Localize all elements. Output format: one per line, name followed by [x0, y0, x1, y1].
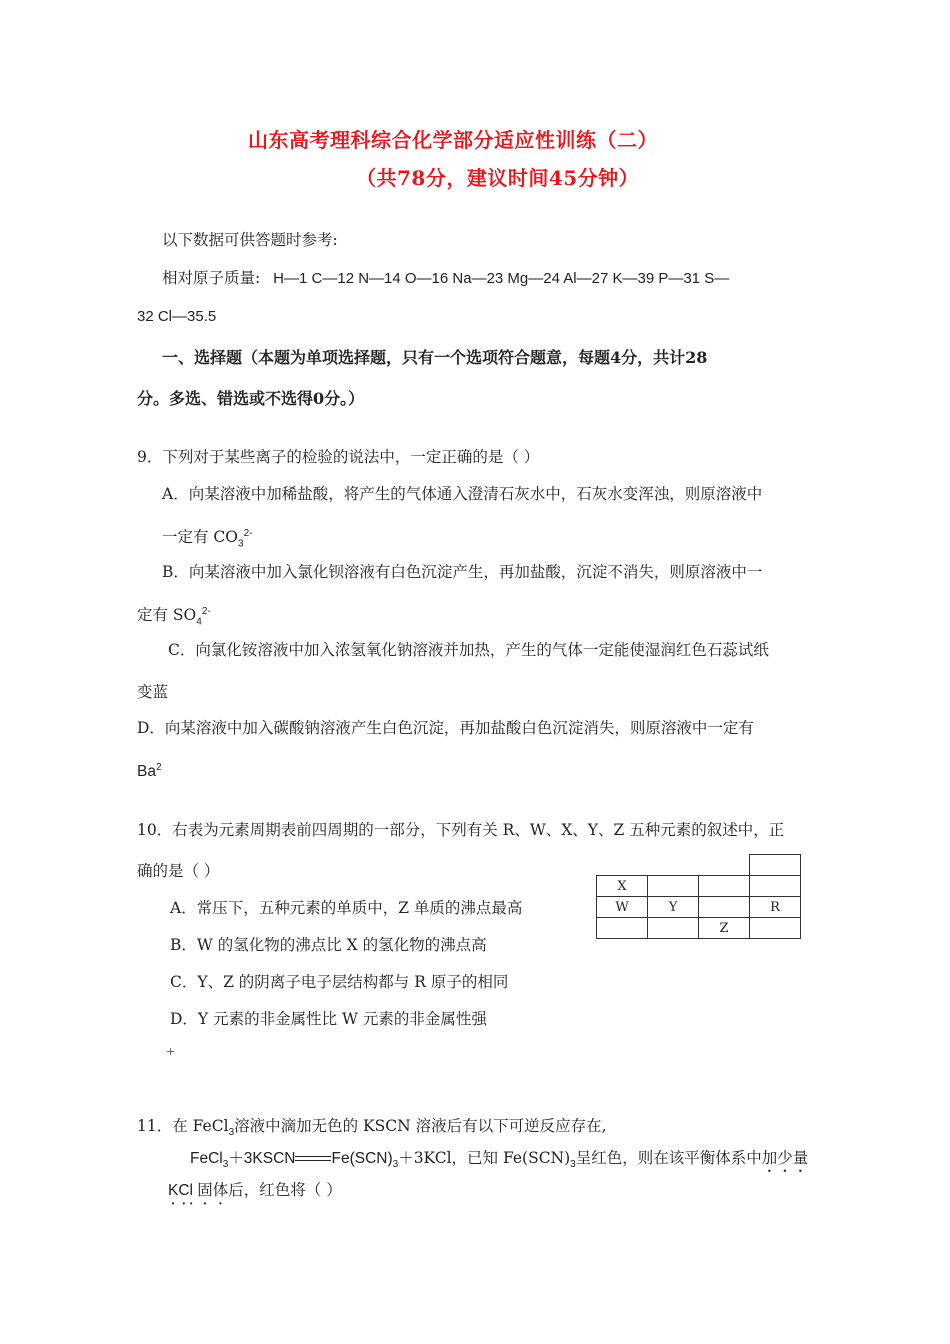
q10-option-c: C．Y、Z 的阴离子电子层结构都与 R 原子的相同: [170, 973, 509, 991]
table-cell-x: X: [597, 876, 648, 897]
table-cell: [597, 855, 648, 876]
q11-line3-rest: 后，红色将（ ）: [228, 1181, 342, 1199]
table-row: [597, 876, 801, 897]
q11-eq-tail: 呈红色，则在该平衡体系中: [575, 1149, 762, 1167]
q11-stem-subscript: 3: [228, 1127, 235, 1139]
q9-option-d-line1: D．向某溶液中加入碳酸钠溶液产生白色沉淀，再加盐酸白色沉淀消失，则原溶液中一定有: [137, 719, 754, 737]
table-cell: [699, 897, 750, 918]
q11-eq-sub3: 3: [570, 1159, 576, 1171]
q9-option-b-text: 定有 SO: [137, 606, 197, 625]
reference-intro: 以下数据可供答题时参考:: [162, 231, 338, 249]
table-cell: [699, 876, 750, 897]
q10-stem-line2: 确的是（ ）: [137, 862, 220, 880]
q9-option-b-line1: B．向某溶液中加入氯化钡溶液有白色沉淀产生，再加盐酸，沉淀不消失，则原溶液中一: [162, 563, 763, 581]
q11-line3: [168, 1180, 342, 1208]
q10-stem-line1: 10．右表为元素周期表前四周期的一部分，下列有关 R、W、X、Y、Z 五种元素的叙述中，正: [137, 821, 785, 839]
table-cell: [750, 918, 801, 939]
table-cell-z: Z: [699, 918, 750, 939]
atomic-mass-values: H—1 C—12 N—14 O—16 Na—23 Mg—24 Al—27 K—39 P—31 S—: [273, 270, 730, 287]
page-subtitle: （共78分，建议时间45分钟）: [356, 166, 640, 190]
table-cell: [648, 855, 699, 876]
q9-option-a-superscript: 2-: [243, 528, 253, 539]
q9-option-d-superscript: 2: [155, 762, 162, 773]
atomic-mass-line2: 32 Cl—35.5: [137, 308, 217, 325]
q11-line3-emphasis: KCl 固体: [168, 1182, 229, 1199]
q10-option-b: B．W 的氢化物的沸点比 X 的氢化物的沸点高: [170, 936, 487, 954]
q9-option-c-line2: 变蓝: [137, 683, 169, 701]
q11-stem-text: 11．在 FeCl: [137, 1117, 229, 1135]
table-row: [597, 855, 801, 876]
stray-mark: +: [166, 1045, 176, 1058]
q9-option-a-line1: A．向某溶液中加稀盐酸，将产生的气体通入澄清石灰水中，石灰水变浑浊，则原溶液中: [162, 485, 763, 503]
q11-stem-text-rest: 溶液中滴加无色的 KSCN 溶液后有以下可逆反应存在,: [234, 1117, 607, 1135]
q11-eq-emphasis: 加少量: [761, 1149, 809, 1167]
q9-stem: 9．下列对于某些离子的检验的说法中，一定正确的是（ ）: [137, 448, 540, 466]
table-cell-w: W: [597, 897, 648, 918]
table-cell-y: Y: [648, 897, 699, 918]
q9-option-b-line2: [137, 602, 211, 632]
page-title: 山东高考理科综合化学部分适应性训练（二）: [248, 128, 658, 152]
q10-option-d: D．Y 元素的非金属性比 W 元素的非金属性强: [170, 1010, 487, 1028]
periodic-table-fragment: [596, 854, 801, 939]
table-cell: [750, 855, 801, 876]
table-cell: [648, 876, 699, 897]
table-row: [597, 918, 801, 939]
q11-eq-sub2: 3: [392, 1159, 399, 1171]
equilibrium-arrow-icon: [295, 1154, 331, 1164]
q9-option-d-line2: [137, 758, 162, 782]
table-row: [597, 897, 801, 918]
table-cell: [699, 855, 750, 876]
q11-eq-product2: ＋3KCl，已知 Fe(SCN): [398, 1149, 571, 1167]
q11-eq-sub1: 3: [222, 1159, 229, 1171]
q9-option-c-line1: C．向氯化铵溶液中加入浓氢氧化钠溶液并加热，产生的气体一定能使湿润红色石蕊试纸: [168, 641, 769, 659]
atomic-mass-line1: [162, 268, 729, 289]
section-heading-line1: 一、选择题（本题为单项选择题，只有一个选项符合题意，每题4分，共计28: [162, 348, 708, 367]
q10-option-a: A．常压下，五种元素的单质中，Z 单质的沸点最高: [170, 899, 523, 917]
table-cell: [750, 876, 801, 897]
atomic-mass-label: 相对原子质量:: [162, 269, 261, 287]
q11-equation: [190, 1148, 808, 1176]
q9-option-a-subscript: 3: [238, 538, 244, 550]
table-cell: [597, 918, 648, 939]
q11-eq-reactant1: FeCl: [190, 1150, 223, 1167]
q11-eq-product1: Fe(SCN): [331, 1150, 393, 1167]
table-cell-r: R: [750, 897, 801, 918]
q9-option-a-line2: [162, 524, 252, 554]
q11-eq-reactant2: ＋3KSCN: [228, 1150, 296, 1167]
q9-option-d-text: Ba: [137, 763, 156, 781]
q9-option-b-superscript: 2-: [201, 606, 211, 617]
table-cell: [648, 918, 699, 939]
q9-option-a-text: 一定有 CO: [162, 528, 238, 547]
q9-option-b-subscript: 4: [196, 616, 202, 628]
section-heading-line2: 分。多选、错选或不选得0分。）: [137, 389, 365, 408]
q11-stem: [137, 1116, 607, 1143]
